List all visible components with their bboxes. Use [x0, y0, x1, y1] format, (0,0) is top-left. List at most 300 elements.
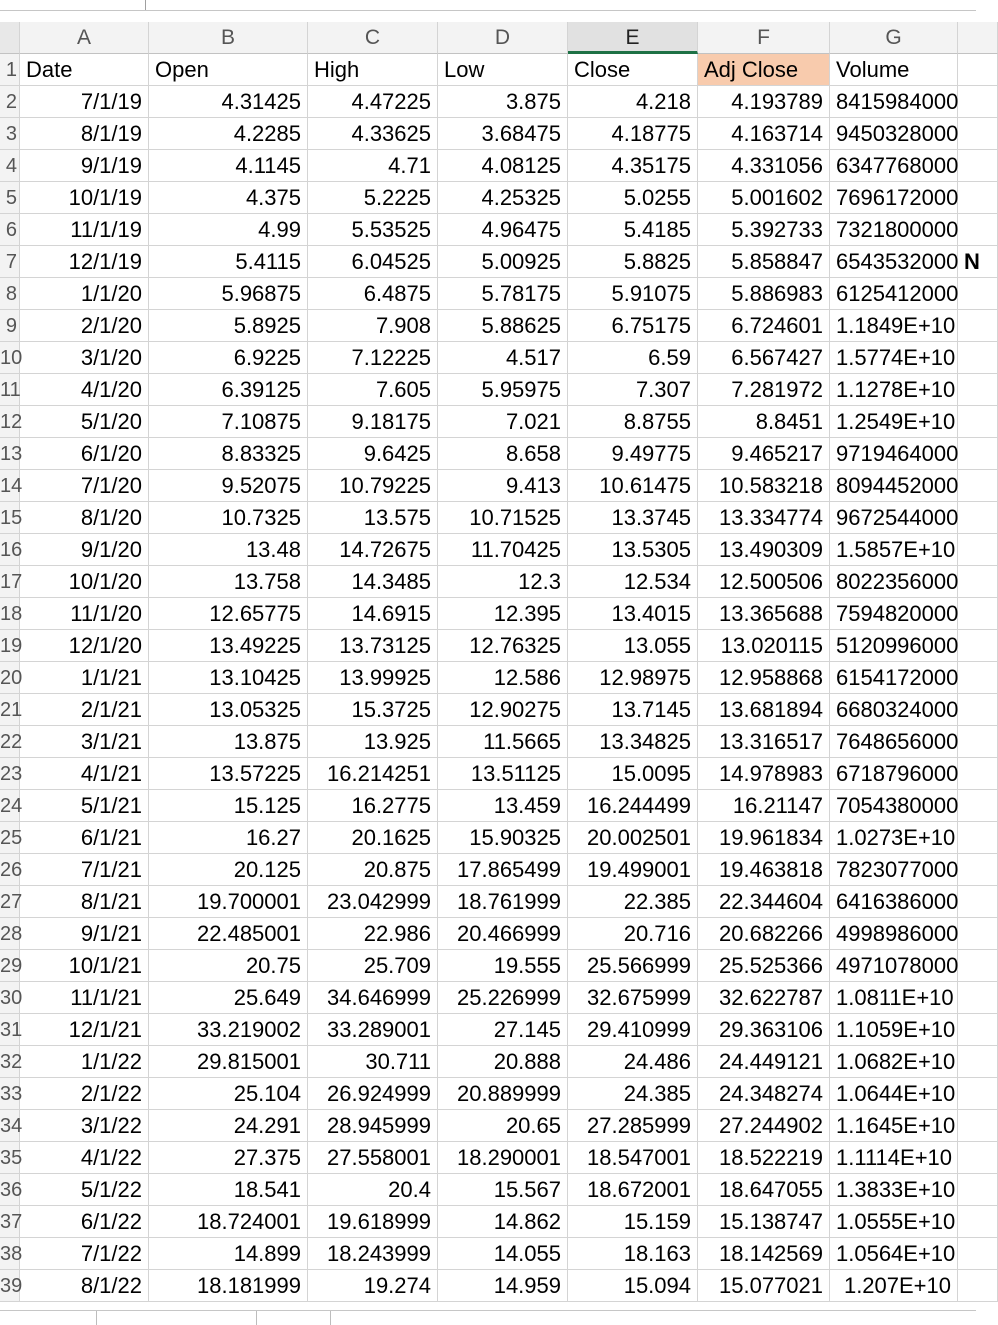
data-cell[interactable]: 34.646999: [308, 982, 438, 1014]
data-cell[interactable]: 4971078000: [830, 950, 958, 982]
row-number[interactable]: 36: [0, 1174, 20, 1206]
data-cell[interactable]: 5.4115: [149, 246, 308, 278]
data-cell[interactable]: 12/1/20: [20, 630, 149, 662]
data-cell[interactable]: 15.567: [438, 1174, 568, 1206]
data-cell[interactable]: 10/1/21: [20, 950, 149, 982]
data-cell[interactable]: 4.18775: [568, 118, 698, 150]
data-cell[interactable]: 9/1/21: [20, 918, 149, 950]
empty-cell[interactable]: [958, 1110, 998, 1142]
data-cell[interactable]: 12.395: [438, 598, 568, 630]
data-cell[interactable]: 4.96475: [438, 214, 568, 246]
data-cell[interactable]: 14.6915: [308, 598, 438, 630]
data-cell[interactable]: 12.586: [438, 662, 568, 694]
empty-cell[interactable]: [958, 1174, 998, 1206]
row-number[interactable]: 25: [0, 822, 20, 854]
row-number[interactable]: 35: [0, 1142, 20, 1174]
data-cell[interactable]: 19.555: [438, 950, 568, 982]
data-cell[interactable]: 29.410999: [568, 1014, 698, 1046]
data-cell[interactable]: 7.12225: [308, 342, 438, 374]
data-cell[interactable]: 5.001602: [698, 182, 830, 214]
data-cell[interactable]: 3/1/21: [20, 726, 149, 758]
data-cell[interactable]: 20.888: [438, 1046, 568, 1078]
data-cell[interactable]: 6.39125: [149, 374, 308, 406]
data-cell[interactable]: 19.499001: [568, 854, 698, 886]
data-cell[interactable]: 18.724001: [149, 1206, 308, 1238]
data-cell[interactable]: 3/1/20: [20, 342, 149, 374]
row-number[interactable]: 15: [0, 502, 20, 534]
empty-cell[interactable]: [958, 630, 998, 662]
data-cell[interactable]: 15.094: [568, 1270, 698, 1302]
data-cell[interactable]: 27.558001: [308, 1142, 438, 1174]
data-cell[interactable]: 1.1059E+10: [830, 1014, 958, 1046]
data-cell[interactable]: 24.291: [149, 1110, 308, 1142]
empty-cell[interactable]: [958, 758, 998, 790]
data-cell[interactable]: 32.675999: [568, 982, 698, 1014]
data-cell[interactable]: 11/1/20: [20, 598, 149, 630]
data-cell[interactable]: 19.618999: [308, 1206, 438, 1238]
data-cell[interactable]: 6/1/22: [20, 1206, 149, 1238]
data-cell[interactable]: 24.486: [568, 1046, 698, 1078]
empty-cell[interactable]: [958, 214, 998, 246]
column-header-g[interactable]: G: [830, 22, 958, 54]
empty-cell[interactable]: [958, 374, 998, 406]
data-cell[interactable]: 7/1/21: [20, 854, 149, 886]
data-cell[interactable]: 10.583218: [698, 470, 830, 502]
data-cell[interactable]: 8/1/20: [20, 502, 149, 534]
data-cell[interactable]: 9.413: [438, 470, 568, 502]
empty-cell[interactable]: [958, 150, 998, 182]
data-cell[interactable]: 4.331056: [698, 150, 830, 182]
data-cell[interactable]: 7.10875: [149, 406, 308, 438]
empty-cell[interactable]: [958, 662, 998, 694]
data-cell[interactable]: 4.2285: [149, 118, 308, 150]
data-cell[interactable]: 3.875: [438, 86, 568, 118]
data-cell[interactable]: 13.575: [308, 502, 438, 534]
row-number[interactable]: 38: [0, 1238, 20, 1270]
empty-cell[interactable]: [958, 438, 998, 470]
data-cell[interactable]: 12.500506: [698, 566, 830, 598]
data-cell[interactable]: 1.0682E+10: [830, 1046, 958, 1078]
data-cell[interactable]: 13.57225: [149, 758, 308, 790]
data-cell[interactable]: 20.125: [149, 854, 308, 886]
select-all-corner[interactable]: [0, 22, 20, 54]
data-cell[interactable]: 14.899: [149, 1238, 308, 1270]
empty-cell[interactable]: [958, 534, 998, 566]
data-cell[interactable]: 4.33625: [308, 118, 438, 150]
data-cell[interactable]: 17.865499: [438, 854, 568, 886]
row-number[interactable]: 9: [0, 310, 20, 342]
row-number[interactable]: 33: [0, 1078, 20, 1110]
data-cell[interactable]: 16.2775: [308, 790, 438, 822]
data-cell[interactable]: 12.76325: [438, 630, 568, 662]
data-cell[interactable]: 11.5665: [438, 726, 568, 758]
data-cell[interactable]: 4.47225: [308, 86, 438, 118]
data-cell[interactable]: 25.226999: [438, 982, 568, 1014]
data-cell[interactable]: 10.79225: [308, 470, 438, 502]
data-cell[interactable]: 9.465217: [698, 438, 830, 470]
data-cell[interactable]: 7/1/22: [20, 1238, 149, 1270]
data-cell[interactable]: 18.181999: [149, 1270, 308, 1302]
data-cell[interactable]: 20.1625: [308, 822, 438, 854]
data-cell[interactable]: 22.485001: [149, 918, 308, 950]
data-cell[interactable]: 23.042999: [308, 886, 438, 918]
row-number[interactable]: 20: [0, 662, 20, 694]
empty-cell[interactable]: [958, 1142, 998, 1174]
data-cell[interactable]: 26.924999: [308, 1078, 438, 1110]
data-cell[interactable]: 27.145: [438, 1014, 568, 1046]
column-header-b[interactable]: B: [149, 22, 308, 54]
data-cell[interactable]: 24.385: [568, 1078, 698, 1110]
data-cell[interactable]: 16.27: [149, 822, 308, 854]
data-cell[interactable]: 13.10425: [149, 662, 308, 694]
row-number[interactable]: 34: [0, 1110, 20, 1142]
data-cell[interactable]: 16.214251: [308, 758, 438, 790]
data-cell[interactable]: 5.00925: [438, 246, 568, 278]
empty-cell[interactable]: [958, 502, 998, 534]
data-cell[interactable]: 8094452000: [830, 470, 958, 502]
empty-cell[interactable]: [958, 1078, 998, 1110]
data-cell[interactable]: 12/1/19: [20, 246, 149, 278]
data-cell[interactable]: 4.375: [149, 182, 308, 214]
row-number[interactable]: 7: [0, 246, 20, 278]
row-number[interactable]: 5: [0, 182, 20, 214]
column-header-c[interactable]: C: [308, 22, 438, 54]
data-cell[interactable]: 10.61475: [568, 470, 698, 502]
header-cell-close[interactable]: Close: [568, 54, 698, 86]
data-cell[interactable]: 2/1/20: [20, 310, 149, 342]
empty-cell[interactable]: [958, 918, 998, 950]
data-cell[interactable]: 25.104: [149, 1078, 308, 1110]
data-cell[interactable]: 11/1/21: [20, 982, 149, 1014]
data-cell[interactable]: 6347768000: [830, 150, 958, 182]
row-number[interactable]: 30: [0, 982, 20, 1014]
data-cell[interactable]: 5.858847: [698, 246, 830, 278]
empty-cell[interactable]: [958, 118, 998, 150]
data-cell[interactable]: 12.90275: [438, 694, 568, 726]
data-cell[interactable]: 25.525366: [698, 950, 830, 982]
data-cell[interactable]: 10/1/20: [20, 566, 149, 598]
data-cell[interactable]: 5.8925: [149, 310, 308, 342]
data-cell[interactable]: 4.517: [438, 342, 568, 374]
row-number[interactable]: 28: [0, 918, 20, 950]
data-cell[interactable]: 4.71: [308, 150, 438, 182]
data-cell[interactable]: 32.622787: [698, 982, 830, 1014]
row-number[interactable]: 23: [0, 758, 20, 790]
empty-cell[interactable]: [958, 1014, 998, 1046]
data-cell[interactable]: 11.70425: [438, 534, 568, 566]
row-number[interactable]: 18: [0, 598, 20, 630]
data-cell[interactable]: 8.8451: [698, 406, 830, 438]
data-cell[interactable]: 15.125: [149, 790, 308, 822]
data-cell[interactable]: 7823077000: [830, 854, 958, 886]
data-cell[interactable]: 1.0555E+10: [830, 1206, 958, 1238]
data-cell[interactable]: 4.163714: [698, 118, 830, 150]
data-cell[interactable]: 4.08125: [438, 150, 568, 182]
data-cell[interactable]: 25.649: [149, 982, 308, 1014]
data-cell[interactable]: 5.95975: [438, 374, 568, 406]
row-number[interactable]: 19: [0, 630, 20, 662]
data-cell[interactable]: 4.99: [149, 214, 308, 246]
data-cell[interactable]: 9.52075: [149, 470, 308, 502]
data-cell[interactable]: 5.91075: [568, 278, 698, 310]
data-cell[interactable]: 22.385: [568, 886, 698, 918]
data-cell[interactable]: 6543532000: [830, 246, 958, 278]
data-cell[interactable]: 15.3725: [308, 694, 438, 726]
header-cell-volume[interactable]: Volume: [830, 54, 958, 86]
data-cell[interactable]: 13.7145: [568, 694, 698, 726]
empty-cell[interactable]: [958, 822, 998, 854]
data-cell[interactable]: 6718796000: [830, 758, 958, 790]
data-cell[interactable]: 13.758: [149, 566, 308, 598]
data-cell[interactable]: 18.290001: [438, 1142, 568, 1174]
column-header-f[interactable]: F: [698, 22, 830, 54]
data-cell[interactable]: 8/1/22: [20, 1270, 149, 1302]
empty-cell[interactable]: [958, 982, 998, 1014]
data-cell[interactable]: 20.889999: [438, 1078, 568, 1110]
data-cell[interactable]: 5/1/20: [20, 406, 149, 438]
row-number[interactable]: 6: [0, 214, 20, 246]
data-cell[interactable]: 8.83325: [149, 438, 308, 470]
data-cell[interactable]: 7.021: [438, 406, 568, 438]
data-cell[interactable]: 7594820000: [830, 598, 958, 630]
data-cell[interactable]: 6125412000: [830, 278, 958, 310]
row-number[interactable]: 39: [0, 1270, 20, 1302]
data-cell[interactable]: 15.077021: [698, 1270, 830, 1302]
data-cell[interactable]: 3.68475: [438, 118, 568, 150]
row-number[interactable]: 14: [0, 470, 20, 502]
data-cell[interactable]: 19.961834: [698, 822, 830, 854]
data-cell[interactable]: 5.8825: [568, 246, 698, 278]
data-cell[interactable]: 8415984000: [830, 86, 958, 118]
overflow-cell[interactable]: N: [958, 246, 998, 278]
data-cell[interactable]: 4/1/21: [20, 758, 149, 790]
data-cell[interactable]: 7/1/19: [20, 86, 149, 118]
data-cell[interactable]: 5.0255: [568, 182, 698, 214]
data-cell[interactable]: 1.5857E+10: [830, 534, 958, 566]
data-cell[interactable]: 7.605: [308, 374, 438, 406]
data-cell[interactable]: 1/1/21: [20, 662, 149, 694]
data-cell[interactable]: 7.281972: [698, 374, 830, 406]
data-cell[interactable]: 5.2225: [308, 182, 438, 214]
data-cell[interactable]: 1.0644E+10: [830, 1078, 958, 1110]
data-cell[interactable]: 4/1/20: [20, 374, 149, 406]
empty-cell[interactable]: [958, 470, 998, 502]
data-cell[interactable]: 13.3745: [568, 502, 698, 534]
data-cell[interactable]: 20.466999: [438, 918, 568, 950]
header-cell-low[interactable]: Low: [438, 54, 568, 86]
data-cell[interactable]: 13.925: [308, 726, 438, 758]
data-cell[interactable]: 9.49775: [568, 438, 698, 470]
data-cell[interactable]: 6.75175: [568, 310, 698, 342]
data-cell[interactable]: 28.945999: [308, 1110, 438, 1142]
data-cell[interactable]: 4998986000: [830, 918, 958, 950]
data-cell[interactable]: 1.1278E+10: [830, 374, 958, 406]
data-cell[interactable]: 6680324000: [830, 694, 958, 726]
data-cell[interactable]: 15.0095: [568, 758, 698, 790]
data-cell[interactable]: 14.862: [438, 1206, 568, 1238]
data-cell[interactable]: 27.244902: [698, 1110, 830, 1142]
data-cell[interactable]: 12.958868: [698, 662, 830, 694]
data-cell[interactable]: 2/1/22: [20, 1078, 149, 1110]
data-cell[interactable]: 1.2549E+10: [830, 406, 958, 438]
data-cell[interactable]: 6.04525: [308, 246, 438, 278]
row-number[interactable]: 21: [0, 694, 20, 726]
data-cell[interactable]: 11/1/19: [20, 214, 149, 246]
data-cell[interactable]: 18.547001: [568, 1142, 698, 1174]
empty-cell[interactable]: [958, 598, 998, 630]
data-cell[interactable]: 15.138747: [698, 1206, 830, 1238]
data-cell[interactable]: 25.709: [308, 950, 438, 982]
empty-cell[interactable]: [958, 886, 998, 918]
data-cell[interactable]: 14.3485: [308, 566, 438, 598]
data-cell[interactable]: 19.700001: [149, 886, 308, 918]
data-cell[interactable]: 1.3833E+10: [830, 1174, 958, 1206]
empty-cell[interactable]: [958, 1046, 998, 1078]
data-cell[interactable]: 18.541: [149, 1174, 308, 1206]
data-cell[interactable]: 13.055: [568, 630, 698, 662]
data-cell[interactable]: 2/1/21: [20, 694, 149, 726]
row-number[interactable]: 26: [0, 854, 20, 886]
row-number[interactable]: 8: [0, 278, 20, 310]
header-cell-adj-close[interactable]: Adj Close: [698, 54, 830, 86]
data-cell[interactable]: 9/1/20: [20, 534, 149, 566]
data-cell[interactable]: 5.392733: [698, 214, 830, 246]
data-cell[interactable]: 12/1/21: [20, 1014, 149, 1046]
data-cell[interactable]: 18.243999: [308, 1238, 438, 1270]
row-number[interactable]: 2: [0, 86, 20, 118]
data-cell[interactable]: 20.002501: [568, 822, 698, 854]
data-cell[interactable]: 14.978983: [698, 758, 830, 790]
data-cell[interactable]: 4.193789: [698, 86, 830, 118]
empty-cell[interactable]: [958, 1270, 998, 1302]
data-cell[interactable]: 7.908: [308, 310, 438, 342]
data-cell[interactable]: 10/1/19: [20, 182, 149, 214]
data-cell[interactable]: 22.986: [308, 918, 438, 950]
column-header-h[interactable]: [958, 22, 998, 54]
data-cell[interactable]: 18.761999: [438, 886, 568, 918]
data-cell[interactable]: 9450328000: [830, 118, 958, 150]
data-cell[interactable]: 18.672001: [568, 1174, 698, 1206]
data-cell[interactable]: 4.35175: [568, 150, 698, 182]
data-cell[interactable]: 14.055: [438, 1238, 568, 1270]
data-cell[interactable]: 5/1/21: [20, 790, 149, 822]
row-number[interactable]: 16: [0, 534, 20, 566]
data-cell[interactable]: 5.78175: [438, 278, 568, 310]
empty-cell[interactable]: [958, 1238, 998, 1270]
data-cell[interactable]: 13.681894: [698, 694, 830, 726]
row-number[interactable]: 22: [0, 726, 20, 758]
data-cell[interactable]: 20.4: [308, 1174, 438, 1206]
header-cell-high[interactable]: High: [308, 54, 438, 86]
data-cell[interactable]: 6.9225: [149, 342, 308, 374]
header-cell-open[interactable]: Open: [149, 54, 308, 86]
data-cell[interactable]: 1/1/20: [20, 278, 149, 310]
data-cell[interactable]: 13.490309: [698, 534, 830, 566]
empty-cell[interactable]: [958, 54, 998, 86]
data-cell[interactable]: 29.815001: [149, 1046, 308, 1078]
data-cell[interactable]: 13.05325: [149, 694, 308, 726]
row-number[interactable]: 10: [0, 342, 20, 374]
data-cell[interactable]: 1.0811E+10: [830, 982, 958, 1014]
data-cell[interactable]: 1.1645E+10: [830, 1110, 958, 1142]
data-cell[interactable]: 7.307: [568, 374, 698, 406]
empty-cell[interactable]: [958, 342, 998, 374]
row-number[interactable]: 12: [0, 406, 20, 438]
empty-cell[interactable]: [958, 1206, 998, 1238]
row-number[interactable]: 31: [0, 1014, 20, 1046]
data-cell[interactable]: 4.1145: [149, 150, 308, 182]
data-cell[interactable]: 5.88625: [438, 310, 568, 342]
row-number[interactable]: 3: [0, 118, 20, 150]
row-number[interactable]: 11: [0, 374, 20, 406]
data-cell[interactable]: 7321800000: [830, 214, 958, 246]
data-cell[interactable]: 9719464000: [830, 438, 958, 470]
data-cell[interactable]: 8022356000: [830, 566, 958, 598]
data-cell[interactable]: 6/1/21: [20, 822, 149, 854]
data-cell[interactable]: 8.658: [438, 438, 568, 470]
empty-cell[interactable]: [958, 790, 998, 822]
data-cell[interactable]: 13.020115: [698, 630, 830, 662]
data-cell[interactable]: 6154172000: [830, 662, 958, 694]
row-number[interactable]: 27: [0, 886, 20, 918]
data-cell[interactable]: 7696172000: [830, 182, 958, 214]
data-cell[interactable]: 20.875: [308, 854, 438, 886]
data-cell[interactable]: 18.142569: [698, 1238, 830, 1270]
data-cell[interactable]: 20.65: [438, 1110, 568, 1142]
empty-cell[interactable]: [958, 726, 998, 758]
data-cell[interactable]: 5120996000: [830, 630, 958, 662]
data-cell[interactable]: 1.207E+10: [830, 1270, 958, 1302]
data-cell[interactable]: 12.3: [438, 566, 568, 598]
data-cell[interactable]: 16.244499: [568, 790, 698, 822]
data-cell[interactable]: 5.96875: [149, 278, 308, 310]
data-cell[interactable]: 20.75: [149, 950, 308, 982]
data-cell[interactable]: 1.5774E+10: [830, 342, 958, 374]
empty-cell[interactable]: [958, 182, 998, 214]
data-cell[interactable]: 13.875: [149, 726, 308, 758]
data-cell[interactable]: 5.4185: [568, 214, 698, 246]
data-cell[interactable]: 10.7325: [149, 502, 308, 534]
row-number[interactable]: 32: [0, 1046, 20, 1078]
empty-cell[interactable]: [958, 566, 998, 598]
data-cell[interactable]: 5.53525: [308, 214, 438, 246]
data-cell[interactable]: 22.344604: [698, 886, 830, 918]
data-cell[interactable]: 19.274: [308, 1270, 438, 1302]
data-cell[interactable]: 13.5305: [568, 534, 698, 566]
data-cell[interactable]: 1/1/22: [20, 1046, 149, 1078]
data-cell[interactable]: 18.163: [568, 1238, 698, 1270]
empty-cell[interactable]: [958, 406, 998, 438]
data-cell[interactable]: 24.348274: [698, 1078, 830, 1110]
header-cell-date[interactable]: Date: [20, 54, 149, 86]
data-cell[interactable]: 8/1/21: [20, 886, 149, 918]
data-cell[interactable]: 4.25325: [438, 182, 568, 214]
data-cell[interactable]: 7648656000: [830, 726, 958, 758]
row-number[interactable]: 37: [0, 1206, 20, 1238]
data-cell[interactable]: 13.459: [438, 790, 568, 822]
data-cell[interactable]: 18.647055: [698, 1174, 830, 1206]
data-cell[interactable]: 18.522219: [698, 1142, 830, 1174]
row-number[interactable]: 1: [0, 54, 20, 86]
data-cell[interactable]: 33.289001: [308, 1014, 438, 1046]
empty-cell[interactable]: [958, 86, 998, 118]
data-cell[interactable]: 9672544000: [830, 502, 958, 534]
data-cell[interactable]: 25.566999: [568, 950, 698, 982]
data-cell[interactable]: 1.0273E+10: [830, 822, 958, 854]
data-cell[interactable]: 3/1/22: [20, 1110, 149, 1142]
data-cell[interactable]: 30.711: [308, 1046, 438, 1078]
row-number[interactable]: 13: [0, 438, 20, 470]
